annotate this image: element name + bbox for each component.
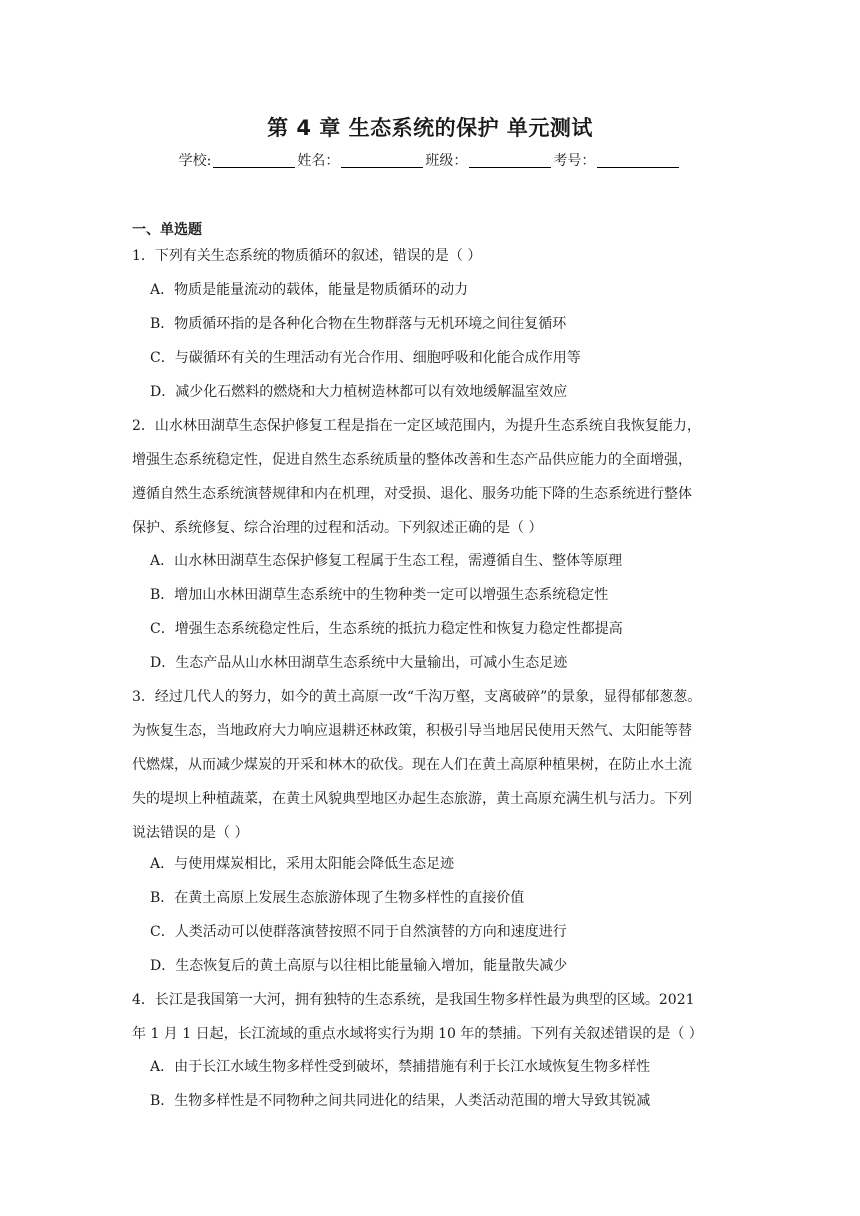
exam-number-label: 考号：	[553, 153, 596, 169]
question-1-stem	[132, 239, 732, 273]
question-line: 失的堤坝上种植蔬菜，在黄土风貌典型地区办起生态旅游，黄土高原充满生机与活力。下列	[132, 791, 692, 807]
question-3-option-a: A．与使用煤炭相比，采用太阳能会降低生态足迹	[150, 856, 455, 872]
question-line: 4．长江是我国第一大河，拥有独特的生态系统，是我国生物多样性最为典型的区域。2021	[132, 992, 695, 1008]
exam-number-blank[interactable]	[597, 153, 679, 168]
question-1-option-d: D．减少化石燃料的燃烧和大力植树造林都可以有效地缓解温室效应	[150, 384, 568, 400]
question-3-option-d: D．生态恢复后的黄土高原与以往相比能量输入增加，能量散失减少	[150, 958, 568, 974]
question-3-option-b: B．在黄土高原上发展生态旅游体现了生物多样性的直接价值	[150, 890, 525, 906]
question-2-option-a: A．山水林田湖草生态保护修复工程属于生态工程，需遵循自生、整体等原理	[150, 553, 623, 569]
name-label: 姓名：	[297, 153, 340, 169]
question-2-option-c: C．增强生态系统稳定性后，生态系统的抵抗力稳定性和恢复力稳定性都提高	[150, 621, 623, 637]
question-2-option-b: B．增加山水林田湖草生态系统中的生物种类一定可以增强生态系统稳定性	[150, 587, 609, 603]
question-4-stem	[132, 983, 732, 1051]
question-line: 代燃煤，从而减少煤炭的开采和林木的砍伐。现在人们在黄土高原种植果树，在防止水土流	[132, 757, 692, 773]
question-4-option-a: A．由于长江水域生物多样性受到破坏，禁捕措施有利于长江水域恢复生物多样性	[150, 1059, 651, 1075]
school-label: 学校:	[178, 153, 212, 169]
question-4-option-b: B．生物多样性是不同物种之间共同进化的结果，人类活动范围的增大导致其锐减	[150, 1093, 651, 1109]
question-line: 年 1 月 1 日起，长江流域的重点水域将实行为期 10 年的禁捕。下列有关叙述错误的是（ ）	[132, 1026, 703, 1042]
question-1-option-b: B．物质循环指的是各种化合物在生物群落与无机环境之间往复循环	[150, 316, 567, 332]
question-3-option-c: C．人类活动可以使群落演替按照不同于自然演替的方向和速度进行	[150, 924, 567, 940]
question-3-stem	[132, 680, 732, 850]
question-line: 为恢复生态，当地政府大力响应退耕还林政策，积极引导当地居民使用天然气、太阳能等替	[132, 723, 692, 739]
question-line: 1．下列有关生态系统的物质循环的叙述，错误的是（ ）	[132, 248, 482, 264]
question-line: 增强生态系统稳定性，促进自然生态系统质量的整体改善和生态产品供应能力的全面增强，	[132, 452, 692, 468]
question-2-stem	[132, 409, 732, 545]
class-blank[interactable]	[469, 153, 551, 168]
question-line: 2．山水林田湖草生态保护修复工程是指在一定区域范围内，为提升生态系统自我恢复能力，	[132, 418, 701, 434]
student-info-line	[0, 150, 860, 170]
section-heading: 一、单选题	[132, 222, 202, 238]
page-title: 第 4 章 生态系统的保护 单元测试	[267, 116, 593, 140]
question-2-option-d: D．生态产品从山水林田湖草生态系统中大量输出，可减小生态足迹	[150, 655, 568, 671]
school-blank[interactable]	[213, 153, 295, 168]
class-label: 班级：	[425, 153, 468, 169]
question-line: 遵循自然生态系统演替规律和内在机理，对受损、退化、服务功能下降的生态系统进行整体	[132, 486, 692, 502]
question-1-option-a: A．物质是能量流动的载体，能量是物质循环的动力	[150, 282, 469, 298]
name-blank[interactable]	[341, 153, 423, 168]
question-line: 说法错误的是（ ）	[132, 825, 249, 841]
question-line: 保护、系统修复、综合治理的过程和活动。下列叙述正确的是（ ）	[132, 520, 543, 536]
question-1-option-c: C．与碳循环有关的生理活动有光合作用、细胞呼吸和化能合成作用等	[150, 350, 581, 366]
question-line: 3．经过几代人的努力，如今的黄土高原一改“千沟万壑，支离破碎”的景象，显得郁郁葱葱。	[132, 689, 702, 705]
